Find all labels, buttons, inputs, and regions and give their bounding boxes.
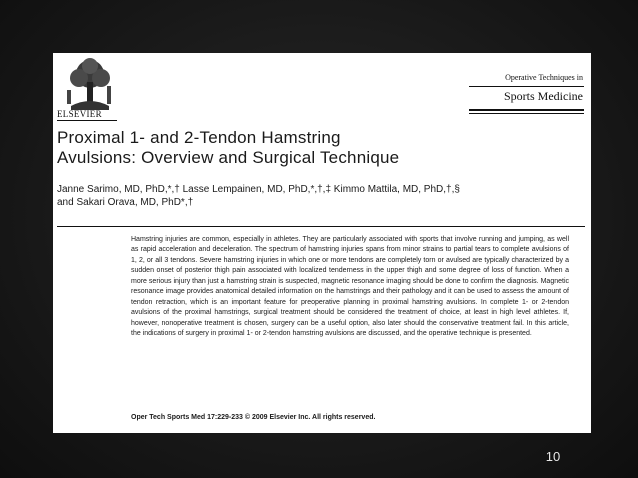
article-title-line1: Proximal 1- and 2-Tendon Hamstring [57, 128, 341, 147]
authors-line2: and Sakari Orava, MD, PhD*,† [57, 197, 194, 208]
authors-line1: Janne Sarimo, MD, PhD,*,† Lasse Lempainen, MD, PhD,*,†,‡ Kimmo Mattila, MD, PhD,†,§ [57, 184, 460, 195]
article-title [57, 128, 585, 168]
journal-rule-top [469, 86, 584, 87]
slide-page-number: 10 [545, 449, 561, 464]
header-rule-left [57, 120, 117, 121]
publisher-name: ELSEVIER [57, 109, 102, 119]
journal-name-line1: Operative Techniques in [505, 73, 583, 82]
journal-name-line2: Sports Medicine [504, 89, 583, 103]
article-title-line2: Avulsions: Overview and Surgical Technique [57, 148, 400, 167]
journal-rule-bottom [469, 109, 584, 111]
article-authors [57, 183, 585, 209]
article-citation: Oper Tech Sports Med 17:229-233 © 2009 Elsevier Inc. All rights reserved. [131, 414, 376, 421]
elsevier-tree-logo-icon [61, 56, 119, 114]
article-page-image [53, 53, 591, 433]
article-abstract: Hamstring injuries are common, especially in athletes. They are particularly associated with sports that involve running and jumping, as well as rapid acceleration and deceleration. The spectrum of hamstring injuries spans from minor strains to partial tears to complete avulsions of 1, 2, or all 3 tendons. Severe hamstring injuries in which one or more tendons are completely torn or avulsed are typically characterized by a sudden onset of posterior thigh pain associated with localized tenderness in the upper thigh and some degree of loss of function. When a more serious injury than just a hamstring strain is suspected, magnetic resonance imaging should be done to confirm the diagnosis. Magnetic resonance image provides anatomical detailed information on the hamstrings and their pathology and it can be used to assess the amount of tendon retraction, which is an important feature for preoperative planning in proximal hamstring avulsions. In complete 1- or 2-tendon avulsions of the proximal hamstrings, surgical treatment should be considered the treatment of choice, at least in high level athletes. If, however, nonoperative treatment is chosen, surgery can be a useful option, also later should the conservative treatment fail. In this article, the indications of surgery in proximal 1- or 2-tendon hamstring avulsions are discussed, and the operative technique is presented. [131, 236, 569, 338]
journal-rule-bottom-thin [469, 113, 584, 114]
title-separator-rule [57, 226, 585, 227]
